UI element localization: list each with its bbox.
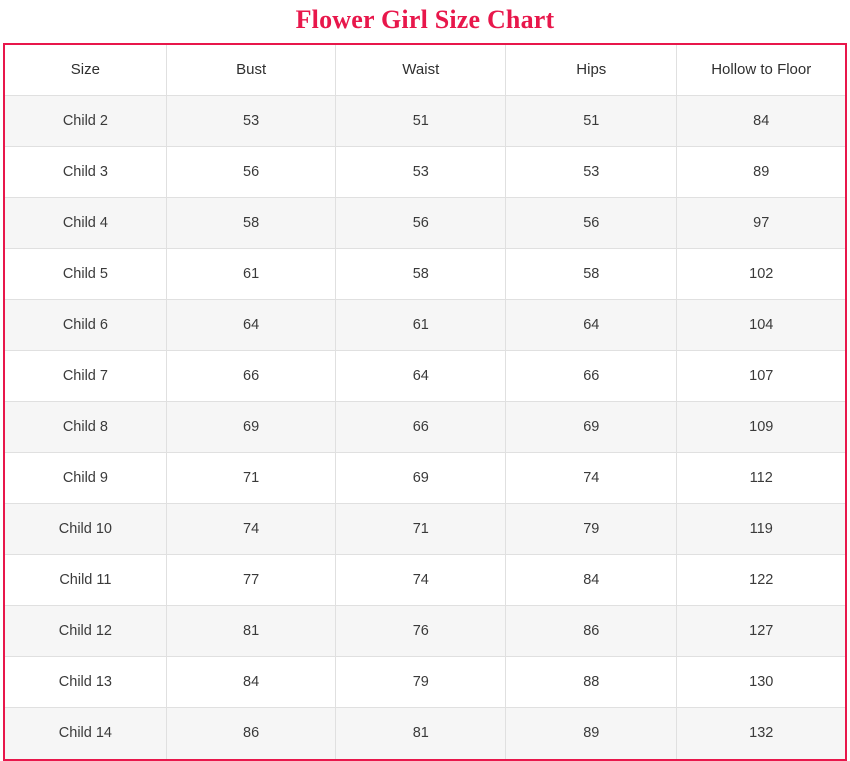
cell-hips: 64: [506, 300, 677, 351]
table-header-row: [5, 45, 845, 96]
cell-size: Child 13: [5, 657, 166, 708]
cell-hollow-to-floor: 132: [677, 708, 845, 759]
cell-waist: 81: [336, 708, 506, 759]
cell-hollow-to-floor: 89: [677, 147, 845, 198]
cell-size: Child 12: [5, 606, 166, 657]
size-chart-table: [5, 45, 845, 759]
cell-waist: 51: [336, 96, 506, 147]
cell-bust: 86: [166, 708, 336, 759]
cell-waist: 71: [336, 504, 506, 555]
cell-hollow-to-floor: 122: [677, 555, 845, 606]
cell-bust: 61: [166, 249, 336, 300]
cell-size: Child 2: [5, 96, 166, 147]
cell-hollow-to-floor: 104: [677, 300, 845, 351]
cell-waist: 58: [336, 249, 506, 300]
cell-hips: 69: [506, 402, 677, 453]
cell-bust: 74: [166, 504, 336, 555]
cell-bust: 69: [166, 402, 336, 453]
table-header: [5, 45, 845, 96]
cell-hollow-to-floor: 127: [677, 606, 845, 657]
cell-size: Child 11: [5, 555, 166, 606]
table-row: [5, 351, 845, 402]
column-header-hips: Hips: [506, 45, 677, 96]
table-body: [5, 96, 845, 759]
cell-hollow-to-floor: 112: [677, 453, 845, 504]
cell-bust: 77: [166, 555, 336, 606]
cell-hollow-to-floor: 102: [677, 249, 845, 300]
cell-bust: 81: [166, 606, 336, 657]
cell-waist: 74: [336, 555, 506, 606]
cell-hollow-to-floor: 130: [677, 657, 845, 708]
cell-size: Child 9: [5, 453, 166, 504]
cell-waist: 56: [336, 198, 506, 249]
table-row: [5, 504, 845, 555]
cell-size: Child 8: [5, 402, 166, 453]
cell-bust: 66: [166, 351, 336, 402]
cell-hollow-to-floor: 84: [677, 96, 845, 147]
table-row: [5, 402, 845, 453]
cell-size: Child 7: [5, 351, 166, 402]
table-row: [5, 300, 845, 351]
page-title: Flower Girl Size Chart: [295, 5, 555, 34]
cell-hips: 66: [506, 351, 677, 402]
cell-waist: 69: [336, 453, 506, 504]
table-row: [5, 708, 845, 759]
cell-waist: 61: [336, 300, 506, 351]
cell-waist: 76: [336, 606, 506, 657]
table-row: [5, 555, 845, 606]
cell-hips: 56: [506, 198, 677, 249]
cell-hips: 53: [506, 147, 677, 198]
cell-size: Child 14: [5, 708, 166, 759]
cell-hollow-to-floor: 109: [677, 402, 845, 453]
cell-bust: 56: [166, 147, 336, 198]
cell-hips: 74: [506, 453, 677, 504]
table-row: [5, 198, 845, 249]
cell-hips: 89: [506, 708, 677, 759]
column-header-hollow-to-floor: Hollow to Floor: [677, 45, 845, 96]
cell-hips: 58: [506, 249, 677, 300]
table-row: [5, 657, 845, 708]
cell-hollow-to-floor: 107: [677, 351, 845, 402]
cell-bust: 58: [166, 198, 336, 249]
cell-hips: 79: [506, 504, 677, 555]
column-header-bust: Bust: [166, 45, 336, 96]
cell-hips: 51: [506, 96, 677, 147]
table-row: [5, 147, 845, 198]
cell-waist: 64: [336, 351, 506, 402]
size-chart-container: [3, 43, 847, 761]
column-header-size: Size: [5, 45, 166, 96]
cell-hips: 86: [506, 606, 677, 657]
cell-hollow-to-floor: 119: [677, 504, 845, 555]
cell-waist: 53: [336, 147, 506, 198]
cell-bust: 84: [166, 657, 336, 708]
table-row: [5, 453, 845, 504]
cell-bust: 71: [166, 453, 336, 504]
cell-size: Child 6: [5, 300, 166, 351]
cell-hips: 84: [506, 555, 677, 606]
cell-waist: 66: [336, 402, 506, 453]
cell-hips: 88: [506, 657, 677, 708]
cell-size: Child 5: [5, 249, 166, 300]
cell-size: Child 4: [5, 198, 166, 249]
cell-waist: 79: [336, 657, 506, 708]
table-row: [5, 249, 845, 300]
column-header-waist: Waist: [336, 45, 506, 96]
cell-size: Child 3: [5, 147, 166, 198]
table-row: [5, 96, 845, 147]
cell-hollow-to-floor: 97: [677, 198, 845, 249]
cell-bust: 64: [166, 300, 336, 351]
cell-bust: 53: [166, 96, 336, 147]
table-row: [5, 606, 845, 657]
cell-size: Child 10: [5, 504, 166, 555]
